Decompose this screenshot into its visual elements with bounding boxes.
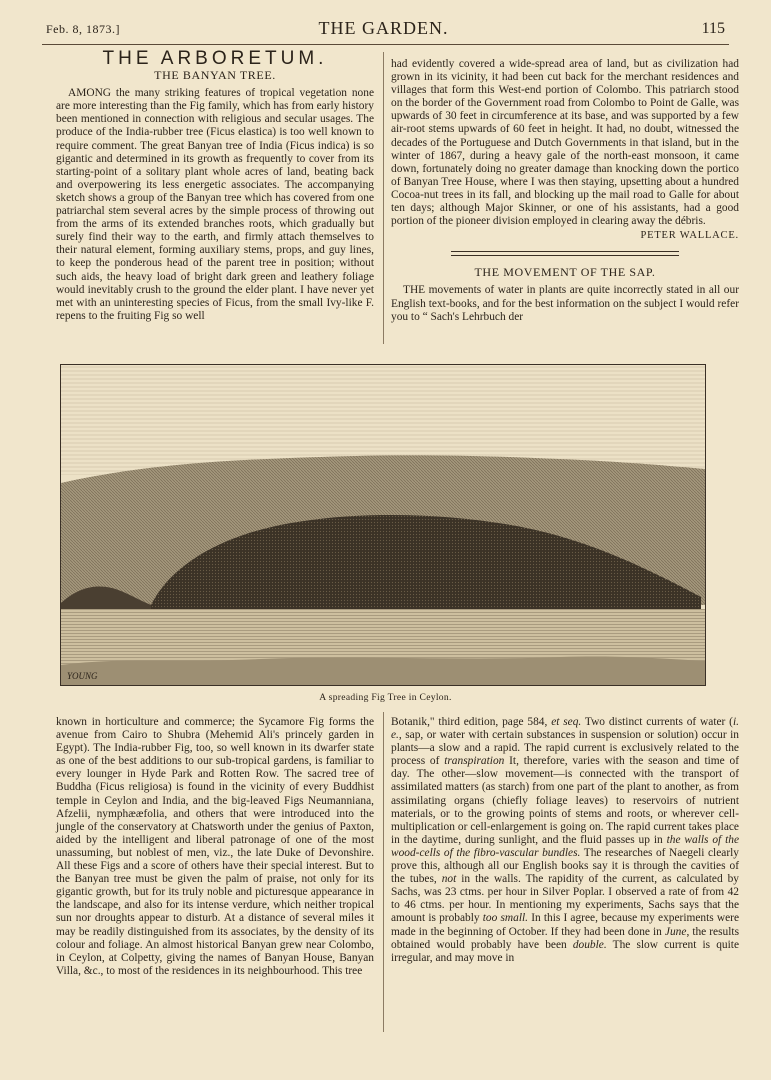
article-title-sap: THE MOVEMENT OF THE SAP. [474,265,656,280]
sap-em-8: double. [572,938,607,951]
column-divider-bottom [383,712,384,1032]
page-number: 115 [701,20,725,37]
sap-paragraph-1: THE movements of water in plants are quite incorrectly stated in all our English text-books, and for the best information on the subject I would refer you to “ Sach's Lehrbuch der [391,284,739,323]
issue-date: Feb. 8, 1873.] [46,22,120,36]
sap-em-2: i. e. [391,716,739,742]
sap-text-3: , sap, or water with certain substances in suspension or solution) occur in plants—a slow and a rapid. The rapid current is exclusively related to the process of [391,729,739,768]
sap-text-9: The slow current is quite irregular, and may move in [391,938,739,964]
sap-em-6: too small. [482,912,529,925]
sap-text-1: Botanik," third edition, page 584, [391,716,552,728]
page-header [42,16,725,40]
sap-em-1: et seq. [551,716,582,728]
sap-em-4: the walls of the wood-cells of the fibro-vascular bundles. [391,833,739,859]
article-divider [451,251,679,256]
sap-text-6: in the walls. The rapidity of the current, as calculated by Sachs, was 23 ctms. per hour in Silver Poplar. I observed a rate of from 42 to 46 ctms. per hour. In mentioning my experiments, Sachs says that the amount is probably [391,873,739,925]
sap-text-8: , the results obtained would probably have been [391,925,740,951]
sap-text-4: It, therefore, varies with the season and time of day. The other—slow movement—is connected with the transport of assimilated matters (as starch) from one part of the plant to another, as from assimilating organs (chiefly foliage leaves) to reservoirs of nutrient materials, or to the growing points of stems and roots, or wherever cell-multiplication or cell-enlargement is going on. The rapid current takes place in the daytime, during sunlight, and the fluid passes up in [391,755,739,846]
sap-em-5: not [441,873,457,886]
banyan-paragraph-continued: had evidently covered a wide-spread area of land, but as civilization had grown in its vicinity, it had been cut back for the merchant residences and villages that form this West-end portion of Colombo. This patriarch stood on the border of the Government road from Colombo to Point de Galle, was upwards of 30 feet in circumference at its base, and was supported by a few air-root stems upwards of 60 feet in height. It had, no doubt, witnessed the decades of the Portuguese and Dutch Governments in that island, but in the winter of 1867, during a heavy gale of the north-east monsoon, it came down, fortunately doing no greater damage than knocking down the portico of Banyan Tree House, where I was then staying, upsetting about a hundred Cocoa-nut trees in its fall, and blocking up the mail road to Galle for about ten days; although Major Skinner, or one of his assistants, had a good portion of the pioneer division employed in clearing away the débris. [391,58,739,228]
engraving-fig-tree [60,364,706,686]
author-signature: PETER WALLACE. [640,230,739,242]
section-title: THE ARBORETUM. [102,48,328,69]
left-bottom-column [56,716,374,978]
right-bottom-column [391,716,739,965]
column-divider-top [383,52,384,344]
left-top-column [56,50,374,323]
right-top-column [391,58,739,324]
sap-paragraph-2 [391,716,739,965]
publication-title: THE GARDEN. [318,18,449,38]
banyan-paragraph-1: AMONG the many striking features of tropical vegetation none are more interesting than the Fig family, which has from early history been mentioned in connection with religious and secular usages. The produce of the India-rubber tree (Ficus elastica) is too well known to require comment. The great Banyan tree of India (Ficus indica) is so gigantic and determined in its growth as frequently to cover from its starting-point of a solitary plant whole acres of land, beating back and overpowering its less energetic associates. The accompanying sketch shows a group of the Banyan tree which has covered from one patriarchal stem several acres by the simple process of throwing out from the arms of its extended branches roots, which gradually but surely find their way to the earth, and firmly attach themselves to their natural element, forming auxiliary stems, props, and guy lines, to keep the ponderous head of the parent tree in position; without such aids, the heavy load of bright dark green and leathery foliage would inevitably crush to the ground the elder plant. I have never yet met with an uninteresting species of Ficus, from the small Ivy-like F. repens to the fruiting Fig so well [56,87,374,322]
sap-text-2: Two distinct currents of water ( [581,716,733,728]
figure-caption: A spreading Fig Tree in Ceylon. [319,692,452,703]
header-rule [42,44,729,45]
banyan-paragraph-2: known in horticulture and commerce; the Sycamore Fig forms the avenue from Cairo to Shubra (Mehemid Ali's princely garden in Egypt). The India-rubber Fig, too, so well known in its dwarfer state as one of the best additions to our sub-tropical gardens, is familiar to every lounger in Hyde Park and Rotten Row. The sacred tree of Buddha (Ficus religiosa) is found in the vicinity of every Buddhist temple in Ceylon and India, and the big-leaved Figs Neumanniana, Afzelii, nymphææfolia, and others that were introduced into the jungle of the conservatory at Chatsworth under the genius of Paxton, aided by the intelligent and liberal patronage of one of the most unassuming, but noblest of men, viz., the late Duke of Devonshire. All these Figs and a score of others have their special interest. But to the Banyan tree must be given the palm of praise, not only for its gigantic growth, but for its truly noble and picturesque appearance in the landscape, and also for its intense verdure, which neither tropical sun nor droughts appear to disturb. At a distance of several miles it may be readily distinguished from its associates, by the density of its colour and foliage. An almost historical Banyan grew near Colombo, in Ceylon, at Colpetty, giving the names of Banyan House, Banyan Villa, &c., to most of the residences in its neighbourhood. This tree [56,716,374,977]
engraver-signature: YOUNG [67,671,98,681]
sap-em-3: transpiration [444,755,505,768]
sap-em-7: June [664,925,687,938]
article-title-banyan: THE BANYAN TREE. [154,68,276,83]
fig-tree-illustration [61,365,705,685]
sap-text-5: The researches of Naegeli clearly prove this, although all our English books say it is through the cavities of the tubes, [391,846,739,886]
sap-text-7: In this I agree, because my experiments were made in the beginning of October. If they had been done in [391,912,739,938]
